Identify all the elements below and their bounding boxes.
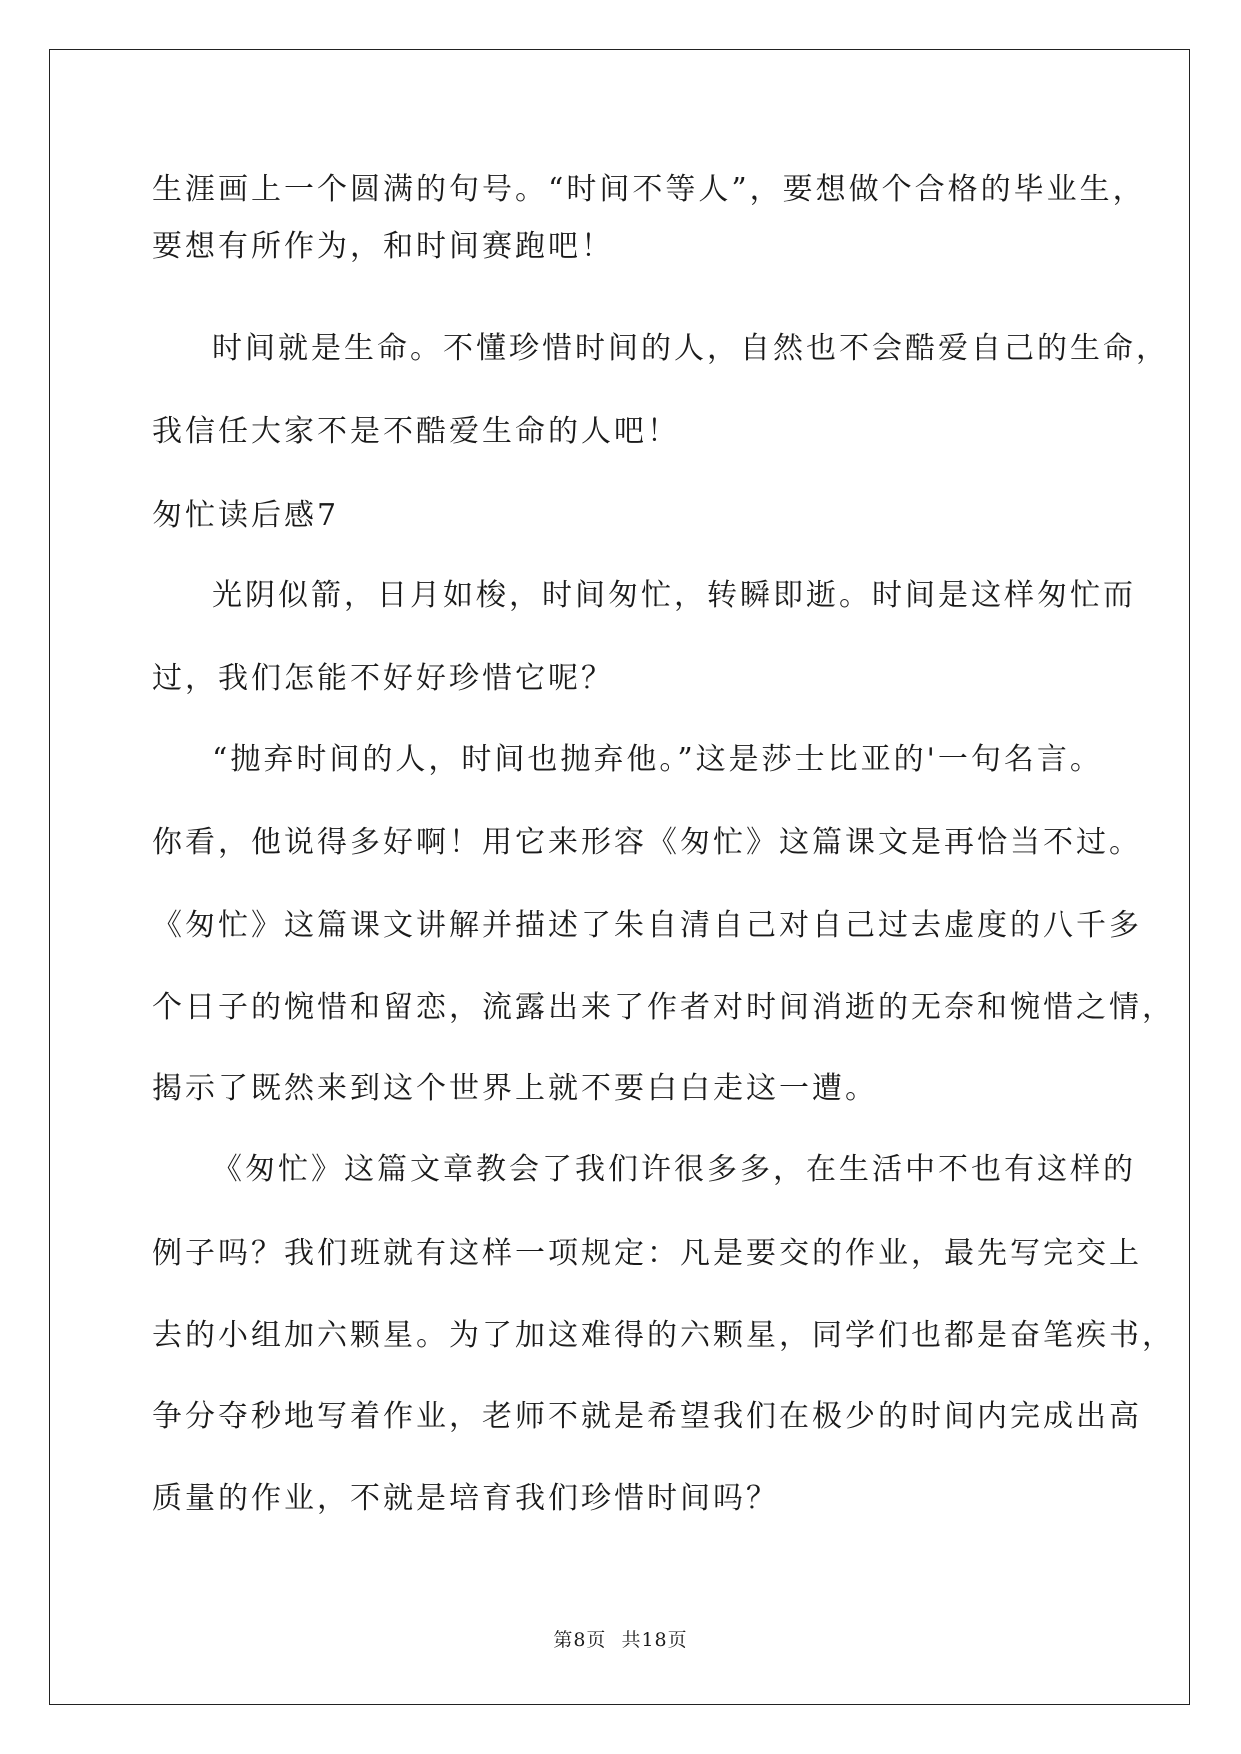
text-line: 你看，他说得多好啊！用它来形容《匆忙》这篇课文是再恰当不过。 (152, 825, 1142, 860)
text-line: 《匆忙》这篇课文讲解并描述了朱自清自己对自己过去虚度的八千多 (152, 908, 1142, 943)
text-line: 争分夺秒地写着作业，老师不就是希望我们在极少的时间内完成出高 (152, 1399, 1142, 1434)
text-line: 例子吗？我们班就有这样一项规定：凡是要交的作业，最先写完交上 (152, 1236, 1142, 1271)
text-line: 过，我们怎能不好好珍惜它呢？ (152, 661, 614, 696)
text-line: 《匆忙》这篇文章教会了我们许很多多，在生活中不也有这样的 (212, 1152, 1136, 1187)
text-line: 质量的作业，不就是培育我们珍惜时间吗？ (152, 1481, 779, 1516)
text-line: 揭示了既然来到这个世界上就不要白白走这一遭。 (152, 1071, 878, 1106)
section-heading: 匆忙读后感7 (152, 498, 340, 533)
text-line: 我信任大家不是不酷爱生命的人吧！ (152, 414, 680, 449)
text-line: 要想有所作为，和时间赛跑吧！ (152, 229, 614, 264)
text-line: 时间就是生命。不懂珍惜时间的人，自然也不会酷爱自己的生命， (212, 331, 1169, 366)
text-line: 去的小组加六颗星。为了加这难得的六颗星，同学们也都是奋笔疾书， (152, 1318, 1175, 1353)
text-line: 个日子的惋惜和留恋，流露出来了作者对时间消逝的无奈和惋惜之情， (152, 990, 1175, 1025)
text-line: 生涯画上一个圆满的句号。“时间不等人”，要想做个合格的毕业生， (152, 172, 1146, 207)
page-footer (0, 1628, 1241, 1652)
page-number: 第8页 (553, 1629, 607, 1651)
page-border (49, 49, 1190, 1705)
text-line: “抛弃时间的人，时间也抛弃他。”这是莎士比亚的'一句名言。 (212, 742, 1103, 777)
page-total: 共18页 (621, 1629, 688, 1651)
text-line: 光阴似箭，日月如梭，时间匆忙，转瞬即逝。时间是这样匆忙而 (212, 578, 1136, 613)
